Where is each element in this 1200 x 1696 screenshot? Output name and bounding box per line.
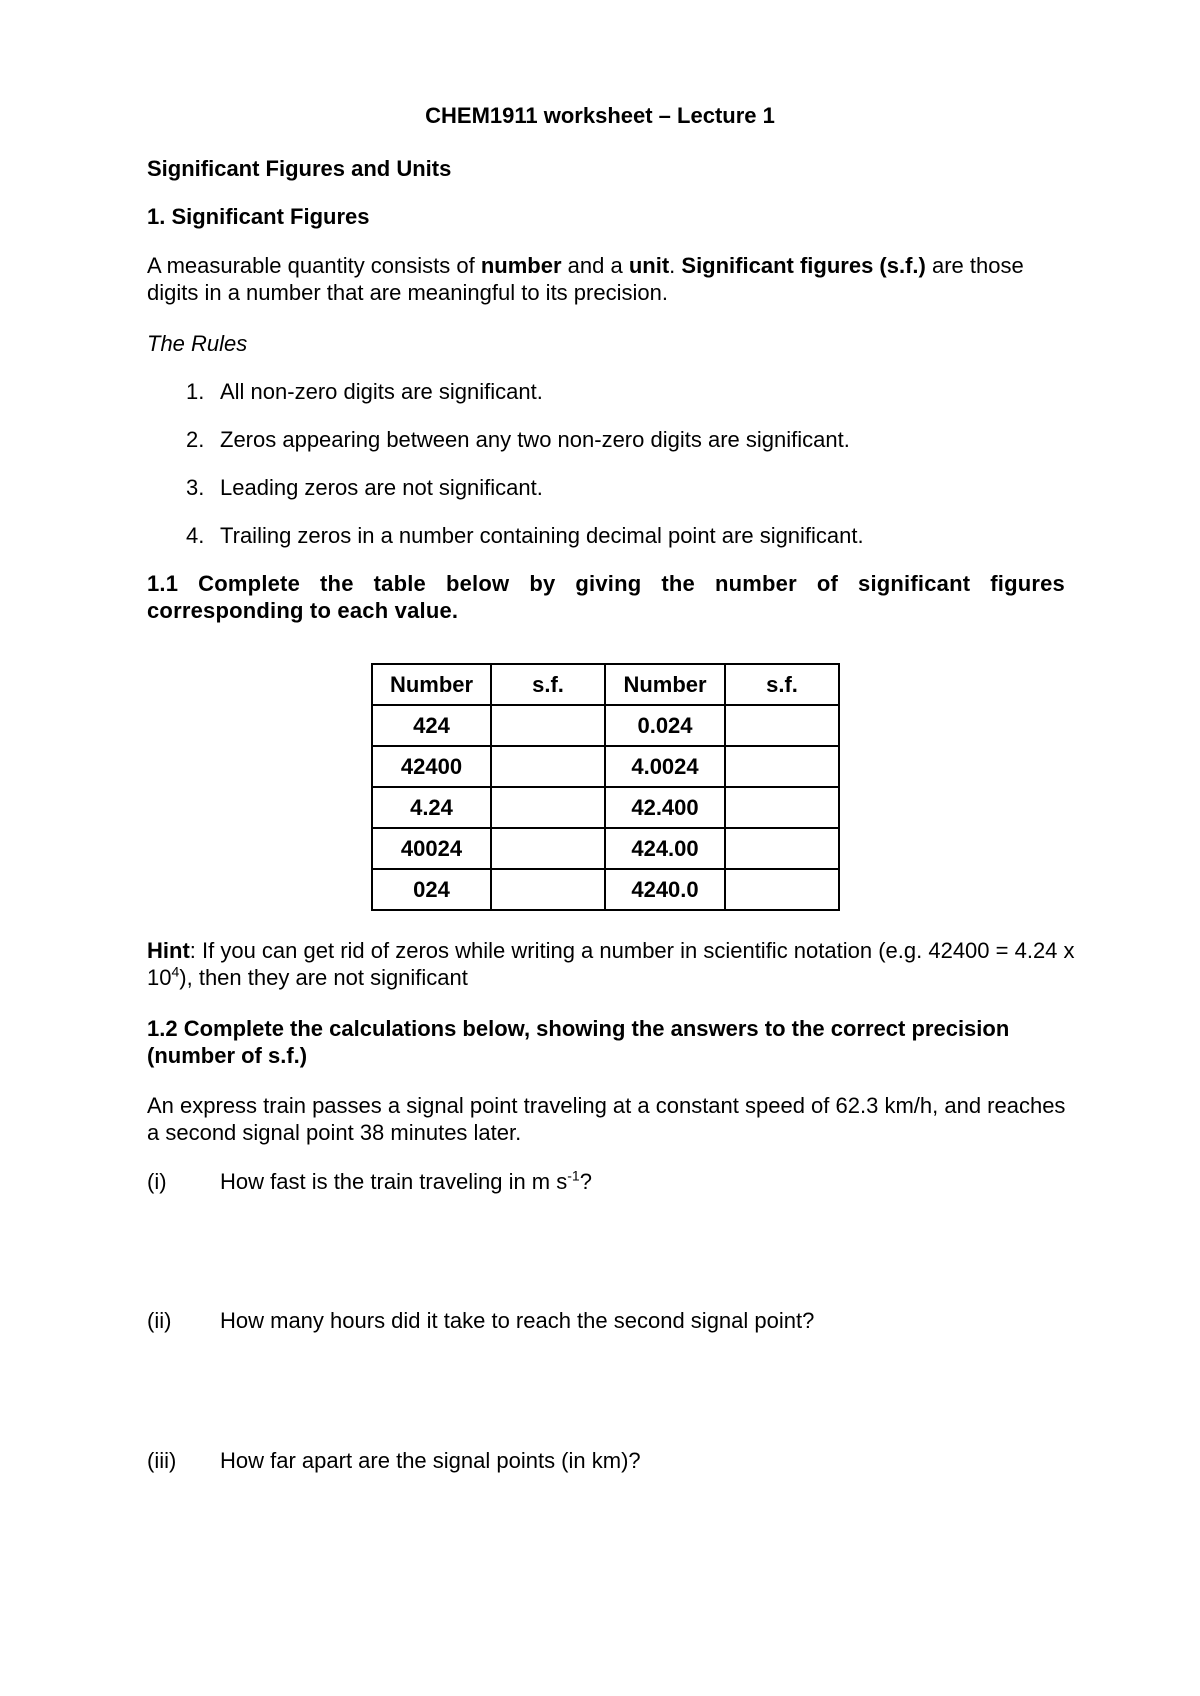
question-1-1: 1.1 Complete the table below by giving the number of significant figures corresponding to each value.	[147, 571, 1065, 623]
subquestion-numeral: (i)	[147, 1169, 167, 1194]
table-row	[372, 787, 839, 828]
intro-text: and a	[561, 253, 629, 278]
intro-paragraph	[147, 252, 1067, 306]
rule-number: 1.	[186, 379, 205, 404]
rule-number: 2.	[186, 427, 205, 452]
subquestion-text: How fast is the train traveling in m s	[220, 1169, 568, 1194]
sf-answer-cell[interactable]	[725, 746, 839, 787]
subquestion-ii	[147, 1307, 814, 1334]
number-cell: 42.400	[605, 787, 725, 828]
rule-text: All non-zero digits are significant.	[220, 379, 543, 404]
sf-answer-cell[interactable]	[491, 746, 605, 787]
sf-answer-cell[interactable]	[725, 787, 839, 828]
number-cell: 4.24	[372, 787, 491, 828]
intro-text: are those digits in a number that are meaningful to its precision.	[147, 253, 1024, 305]
intro-bold-unit: unit	[628, 253, 670, 278]
rule-item	[186, 474, 543, 501]
table-row	[372, 869, 839, 910]
hint-label: Hint	[147, 938, 190, 963]
rule-item	[186, 378, 543, 405]
intro-text: .	[669, 253, 682, 278]
subquestion-text: How far apart are the signal points (in km)?	[220, 1448, 641, 1473]
table-header: Number	[372, 664, 491, 705]
number-cell: 40024	[372, 828, 491, 869]
intro-bold-number: number	[480, 253, 562, 278]
subquestion-text: How many hours did it take to reach the second signal point?	[220, 1308, 815, 1333]
rule-text: Trailing zeros in a number containing decimal point are significant.	[220, 523, 864, 548]
question-1-2: 1.2 Complete the calculations below, showing the answers to the correct precision (number of s.f.)	[147, 1016, 1010, 1068]
page-title: CHEM1911 worksheet – Lecture 1	[425, 103, 775, 128]
subquestion-exponent: -1	[567, 1167, 580, 1184]
sf-answer-cell[interactable]	[725, 869, 839, 910]
hint-exponent: 4	[171, 963, 180, 980]
table-row	[372, 746, 839, 787]
sf-answer-cell[interactable]	[491, 869, 605, 910]
subsection-heading: 1. Significant Figures	[147, 204, 370, 229]
sf-answer-cell[interactable]	[491, 828, 605, 869]
section-title: Significant Figures and Units	[147, 156, 452, 181]
subquestion-iii	[147, 1447, 641, 1474]
table-row	[372, 828, 839, 869]
subquestion-numeral: (iii)	[147, 1448, 177, 1473]
table-row	[372, 705, 839, 746]
sf-answer-cell[interactable]	[725, 705, 839, 746]
sf-answer-cell[interactable]	[491, 705, 605, 746]
sf-answer-cell[interactable]	[725, 828, 839, 869]
subquestion-numeral: (ii)	[147, 1308, 172, 1333]
table-header: Number	[605, 664, 725, 705]
number-cell: 424	[372, 705, 491, 746]
rule-item	[186, 426, 850, 453]
table-header: s.f.	[491, 664, 605, 705]
rule-text: Zeros appearing between any two non-zero digits are significant.	[220, 427, 850, 452]
number-cell: 42400	[372, 746, 491, 787]
hint-paragraph	[147, 937, 1077, 991]
hint-text: : If you can get rid of zeros while writing a number in scientific notation (e.g. 42400 = 4.24 x 10	[147, 938, 1075, 990]
table-header: s.f.	[725, 664, 839, 705]
intro-text: A measurable quantity consists of	[147, 253, 481, 278]
subquestion-i	[147, 1168, 592, 1195]
hint-text: ), then they are not significant	[179, 965, 468, 990]
sf-answer-cell[interactable]	[491, 787, 605, 828]
rule-text: Leading zeros are not significant.	[220, 475, 543, 500]
number-cell: 424.00	[605, 828, 725, 869]
number-cell: 024	[372, 869, 491, 910]
rules-label: The Rules	[147, 331, 248, 356]
number-cell: 4.0024	[605, 746, 725, 787]
intro-bold-sf: Significant figures (s.f.)	[681, 253, 926, 278]
rule-number: 4.	[186, 523, 205, 548]
rule-number: 3.	[186, 475, 205, 500]
subquestion-text: ?	[579, 1169, 592, 1194]
number-cell: 4240.0	[605, 869, 725, 910]
scenario-paragraph: An express train passes a signal point traveling at a constant speed of 62.3 km/h, and reaches a second signal point 38 minutes later.	[147, 1093, 1066, 1145]
table-header-row	[372, 664, 839, 705]
number-cell: 0.024	[605, 705, 725, 746]
rule-item	[186, 522, 864, 549]
sig-fig-table	[371, 663, 840, 911]
